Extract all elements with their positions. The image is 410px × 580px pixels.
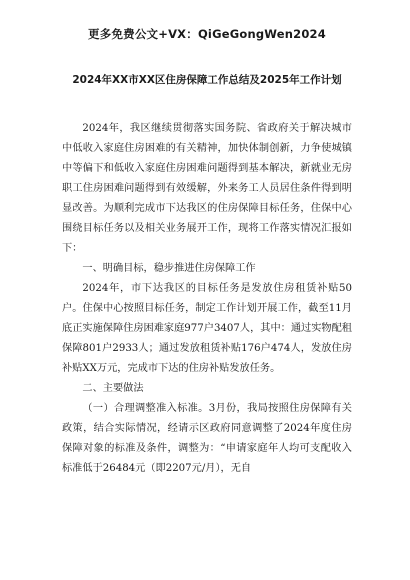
section-heading-1: 一、明确目标，稳步推进住房保障工作 xyxy=(82,263,256,274)
standards-paragraph: （一）合理调整准入标准。3月份，我局按照住房保障有关政策，结合实际情况，经请示区政府同意调整了2024年度住房保障对象的标准及条件，调整为：“申请家庭年人均可支配收入标准低于26484元（即2207元/月），无自 xyxy=(62,403,352,474)
intro-paragraph: 2024年，我区继续贯彻落实国务院、省政府关于解决城市中低收入家庭住房困难的有关精神，加快体制创新，力争使城镇中等偏下和低收入家庭住房困难问题得到基本解决，新就业无房职工住房困难问题得到有效缓解，外来务工人员居住条件得到明显改善。为顺利完成市下达我区的住房保障目标任务，住保中心围绕目标任务以及相关业务展开工作，现将工作落实情况汇报如下： xyxy=(62,123,352,254)
promo-banner: 更多免费公文+VX：QiGeGongWen2024 xyxy=(88,27,326,41)
targets-paragraph: 2024年，市下达我区的目标任务是发放住房租赁补贴50户。住保中心按照目标任务，制定工作计划开展工作，截至11月底正实施保障住房困难家庭977户3407人，其中：通过实物配租保障801户2933人；通过发放租赁补贴176户474人，发放住房补贴XX万元，完成市下达的住房补贴发放任务。 xyxy=(62,283,352,374)
section-heading-2: 二、主要做法 xyxy=(82,383,144,394)
document-title: 2024年XX市XX区住房保障工作总结及2025年工作计划 xyxy=(72,74,342,86)
